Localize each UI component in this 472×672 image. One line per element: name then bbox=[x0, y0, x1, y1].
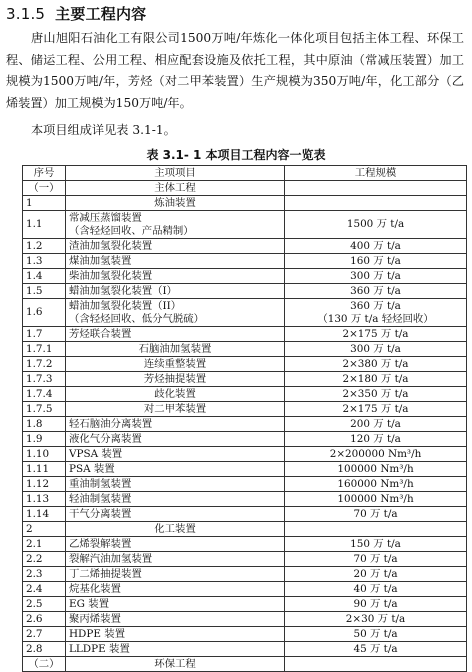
table-row bbox=[23, 357, 467, 372]
table-row bbox=[23, 597, 467, 612]
table-row bbox=[23, 269, 467, 284]
cell-scale: 70 万 t/a bbox=[285, 507, 467, 522]
cell-scale: 400 万 t/a bbox=[285, 239, 467, 254]
cell-scale: 100000 Nm³/h bbox=[285, 492, 467, 507]
project-content-table bbox=[22, 165, 467, 672]
cell-seq: 1.3 bbox=[23, 254, 66, 269]
table-reference-note: 本项目组成详见表 3.1-1。 bbox=[31, 123, 176, 137]
table-row bbox=[23, 522, 467, 537]
cell-seq: 2.8 bbox=[23, 642, 66, 657]
cell-scale: 200 万 t/a bbox=[285, 417, 467, 432]
table-row bbox=[23, 327, 467, 342]
cell-scale: 300 万 t/a bbox=[285, 342, 467, 357]
cell-seq: 1.11 bbox=[23, 462, 66, 477]
cell-seq: 1.9 bbox=[23, 432, 66, 447]
cell-item-name: 常减压蒸馏装置 （含轻烃回收、产品精制） bbox=[66, 211, 285, 239]
cell-item-name: 液化气分离装置 bbox=[66, 432, 285, 447]
cell-item-name: 对二甲苯装置 bbox=[66, 402, 285, 417]
cell-item-name: 石脑油加氢装置 bbox=[66, 342, 285, 357]
table-row bbox=[23, 284, 467, 299]
table-row bbox=[23, 582, 467, 597]
cell-seq: 1.4 bbox=[23, 269, 66, 284]
header-seq: 序号 bbox=[23, 166, 66, 181]
cell-seq: （一） bbox=[23, 181, 66, 196]
cell-scale bbox=[285, 196, 467, 211]
cell-item-name: 丁二烯抽提装置 bbox=[66, 567, 285, 582]
table-row bbox=[23, 299, 467, 327]
cell-item-name: 连续重整装置 bbox=[66, 357, 285, 372]
cell-scale: 360 万 t/a bbox=[285, 284, 467, 299]
section-heading bbox=[6, 3, 146, 24]
cell-item-name: LLDPE 装置 bbox=[66, 642, 285, 657]
cell-item-name: 环保工程 bbox=[66, 657, 285, 672]
cell-scale: 2×175 万 t/a bbox=[285, 327, 467, 342]
cell-item-name: PSA 装置 bbox=[66, 462, 285, 477]
cell-item-name: 芳烃抽提装置 bbox=[66, 372, 285, 387]
cell-seq: 2.2 bbox=[23, 552, 66, 567]
header-scale: 工程规模 bbox=[285, 166, 467, 181]
table-row bbox=[23, 239, 467, 254]
table-row bbox=[23, 181, 467, 196]
cell-item-name: 渣油加氢裂化装置 bbox=[66, 239, 285, 254]
cell-scale: 160 万 t/a bbox=[285, 254, 467, 269]
cell-seq: 1 bbox=[23, 196, 66, 211]
cell-seq: 1.7.1 bbox=[23, 342, 66, 357]
table-row bbox=[23, 567, 467, 582]
cell-item-name: 重油制氢装置 bbox=[66, 477, 285, 492]
cell-seq: 2.3 bbox=[23, 567, 66, 582]
cell-seq: 2.5 bbox=[23, 597, 66, 612]
cell-item-name: 化工装置 bbox=[66, 522, 285, 537]
cell-seq: 1.12 bbox=[23, 477, 66, 492]
cell-item-name: 炼油装置 bbox=[66, 196, 285, 211]
cell-scale: 160000 Nm³/h bbox=[285, 477, 467, 492]
cell-item-name: 蜡油加氢裂化装置（II） （含轻烃回收、低分气脱硫） bbox=[66, 299, 285, 327]
table-row bbox=[23, 492, 467, 507]
table-row bbox=[23, 552, 467, 567]
section-number: 3.1.5 bbox=[6, 5, 46, 23]
cell-seq: 2.1 bbox=[23, 537, 66, 552]
cell-scale: 45 万 t/a bbox=[285, 642, 467, 657]
table-row bbox=[23, 402, 467, 417]
cell-scale bbox=[285, 181, 467, 196]
cell-item-name: 主体工程 bbox=[66, 181, 285, 196]
cell-item-name: 聚丙烯装置 bbox=[66, 612, 285, 627]
cell-scale: 2×200000 Nm³/h bbox=[285, 447, 467, 462]
table-row bbox=[23, 627, 467, 642]
cell-item-name: HDPE 装置 bbox=[66, 627, 285, 642]
cell-seq: 1.14 bbox=[23, 507, 66, 522]
section-title: 主要工程内容 bbox=[55, 5, 147, 23]
cell-seq: 1.8 bbox=[23, 417, 66, 432]
table-row bbox=[23, 196, 467, 211]
table-row bbox=[23, 507, 467, 522]
table-header-row bbox=[23, 166, 467, 181]
cell-scale: 360 万 t/a （130 万 t/a 轻烃回收） bbox=[285, 299, 467, 327]
cell-scale: 20 万 t/a bbox=[285, 567, 467, 582]
cell-item-name: VPSA 装置 bbox=[66, 447, 285, 462]
cell-seq: 2 bbox=[23, 522, 66, 537]
cell-scale: 150 万 t/a bbox=[285, 537, 467, 552]
cell-item-name: 歧化装置 bbox=[66, 387, 285, 402]
table-row bbox=[23, 612, 467, 627]
table-row bbox=[23, 417, 467, 432]
cell-seq: 1.6 bbox=[23, 299, 66, 327]
cell-scale: 1500 万 t/a bbox=[285, 211, 467, 239]
cell-scale bbox=[285, 522, 467, 537]
cell-scale: 2×175 万 t/a bbox=[285, 402, 467, 417]
cell-seq: 2.7 bbox=[23, 627, 66, 642]
cell-seq: 1.7.4 bbox=[23, 387, 66, 402]
cell-seq: 1.7.3 bbox=[23, 372, 66, 387]
cell-seq: 1.7.5 bbox=[23, 402, 66, 417]
cell-seq: 1.7.2 bbox=[23, 357, 66, 372]
cell-item-name: 蜡油加氢裂化装置（I） bbox=[66, 284, 285, 299]
cell-seq: 1.2 bbox=[23, 239, 66, 254]
cell-scale: 100000 Nm³/h bbox=[285, 462, 467, 477]
table-row bbox=[23, 642, 467, 657]
cell-scale bbox=[285, 657, 467, 672]
cell-scale: 70 万 t/a bbox=[285, 552, 467, 567]
table-row bbox=[23, 211, 467, 239]
table-row bbox=[23, 432, 467, 447]
cell-seq: 1.5 bbox=[23, 284, 66, 299]
table-row bbox=[23, 342, 467, 357]
cell-item-name: 烷基化装置 bbox=[66, 582, 285, 597]
table-caption: 表 3.1- 1 本项目工程内容一览表 bbox=[146, 148, 326, 162]
cell-seq: 2.6 bbox=[23, 612, 66, 627]
cell-item-name: 煤油加氢装置 bbox=[66, 254, 285, 269]
table-row bbox=[23, 462, 467, 477]
cell-item-name: 干气分离装置 bbox=[66, 507, 285, 522]
cell-item-name: 柴油加氢裂化装置 bbox=[66, 269, 285, 284]
cell-item-name: 乙烯裂解装置 bbox=[66, 537, 285, 552]
cell-item-name: 轻油制氢装置 bbox=[66, 492, 285, 507]
cell-scale: 300 万 t/a bbox=[285, 269, 467, 284]
cell-seq: （二） bbox=[23, 657, 66, 672]
cell-scale: 2×30 万 t/a bbox=[285, 612, 467, 627]
table-row bbox=[23, 387, 467, 402]
cell-seq: 2.4 bbox=[23, 582, 66, 597]
table-row bbox=[23, 372, 467, 387]
intro-paragraph: 唐山旭阳石油化工有限公司1500万吨/年炼化一体化项目包括主体工程、环保工程、储运工程、公用工程、相应配套设施及依托工程，其中原油（常减压装置）加工规模为1500万吨/年，芳烃（对二甲苯装置）生产规模为350万吨/年，化工部分（乙烯装置）加工规模为150万吨/年。 bbox=[6, 31, 464, 110]
cell-scale: 2×180 万 t/a bbox=[285, 372, 467, 387]
table-row bbox=[23, 657, 467, 672]
cell-seq: 1.7 bbox=[23, 327, 66, 342]
cell-scale: 40 万 t/a bbox=[285, 582, 467, 597]
cell-item-name: EG 装置 bbox=[66, 597, 285, 612]
cell-seq: 1.13 bbox=[23, 492, 66, 507]
header-item: 主项项目 bbox=[66, 166, 285, 181]
table-row bbox=[23, 254, 467, 269]
table-row bbox=[23, 537, 467, 552]
cell-seq: 1.1 bbox=[23, 211, 66, 239]
cell-scale: 90 万 t/a bbox=[285, 597, 467, 612]
table-row bbox=[23, 477, 467, 492]
cell-item-name: 裂解汽油加氢装置 bbox=[66, 552, 285, 567]
cell-scale: 120 万 t/a bbox=[285, 432, 467, 447]
cell-item-name: 轻石脑油分离装置 bbox=[66, 417, 285, 432]
cell-scale: 50 万 t/a bbox=[285, 627, 467, 642]
cell-seq: 1.10 bbox=[23, 447, 66, 462]
cell-scale: 2×350 万 t/a bbox=[285, 387, 467, 402]
cell-scale: 2×380 万 t/a bbox=[285, 357, 467, 372]
cell-item-name: 芳烃联合装置 bbox=[66, 327, 285, 342]
table-row bbox=[23, 447, 467, 462]
